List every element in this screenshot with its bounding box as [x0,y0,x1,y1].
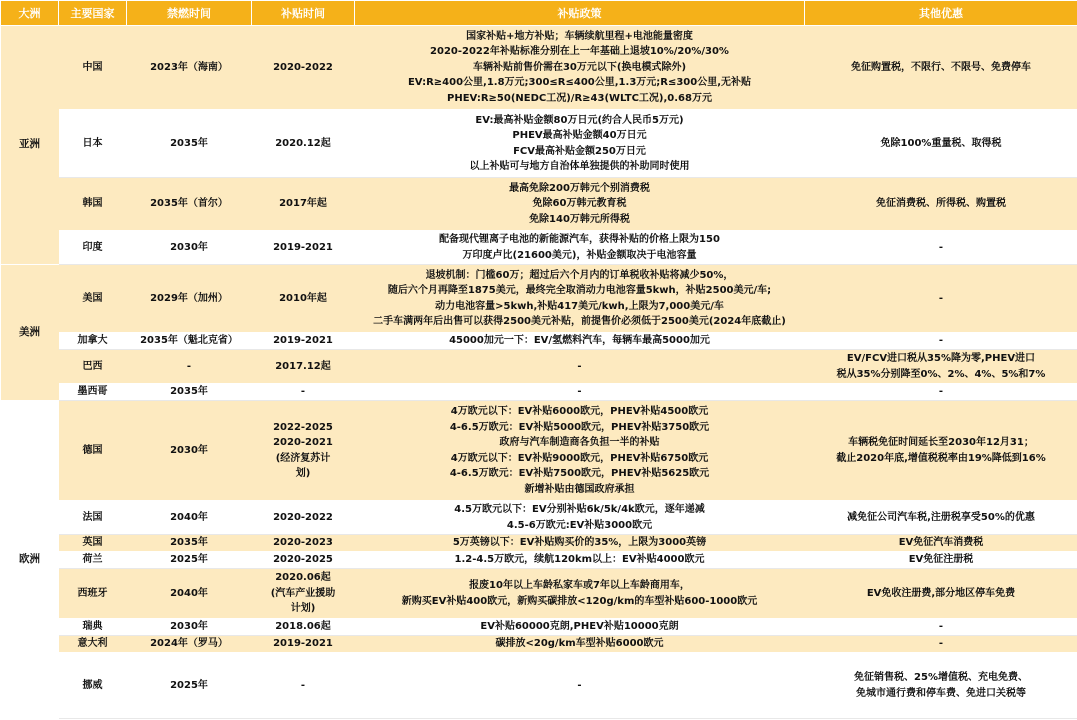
table-row [1,231,1077,265]
ban-time-cell: 2029年（加州） [127,265,252,333]
subsidy-time-cell: 2010年起 [252,265,355,333]
subsidy-time-cell: - [252,384,355,401]
subsidy-time-cell: 2020-2022 [252,501,355,535]
continent-cell: 美洲 [1,265,59,401]
table-row [1,552,1077,569]
other-benefits-cell: - [805,231,1077,265]
other-benefits-cell: 车辆税免征时间延长至2030年12月31； 截止2020年底,增值税税率由19%降低到16% [805,401,1077,501]
header-continent: 大洲 [1,1,59,26]
header-other-benefits: 其他优惠 [805,1,1077,26]
header-ban-time: 禁燃时间 [127,1,252,26]
subsidy-time-cell: 2020.12起 [252,110,355,178]
table-row [1,569,1077,619]
subsidy-time-cell: 2020-2025 [252,552,355,569]
subsidy-time-cell: 2019-2021 [252,231,355,265]
ban-time-cell: 2030年 [127,231,252,265]
ban-time-cell: 2035年 [127,535,252,552]
subsidy-policy-cell: EV补贴60000克朗,PHEV补贴10000克朗 [355,619,805,636]
subsidy-policy-cell: 配备现代锂离子电池的新能源汽车，获得补贴的价格上限为150 万印度卢比(21600美元)，补贴金额取决于电池容量 [355,231,805,265]
country-cell: 挪威 [59,653,127,719]
table-row [1,333,1077,350]
other-benefits-cell: EV/FCV进口税从35%降为零,PHEV进口 税从35%分别降至0%、2%、4%、5%和7% [805,350,1077,384]
continent-cell: 亚洲 [1,26,59,265]
ban-time-cell: - [127,350,252,384]
subsidy-policy-cell: 4.5万欧元以下：EV分别补贴6k/5k/4k欧元，逐年递减 4.5-6万欧元:EV补贴3000欧元 [355,501,805,535]
table-row [1,636,1077,653]
subsidy-policy-cell: 国家补贴+地方补贴；车辆续航里程+电池能量密度 2020-2022年补贴标准分别在上一年基础上退坡10%/20%/30% 车辆补贴前售价需在30万元以下(换电模式除外) EV:R≥400公里,1.8万元;300≤R≤400公里,1.3万元;R≤300公里,无补贴 PHEV:R≥50(NEDC工况)/R≥43(WLTC工况),0.68万元 [355,26,805,110]
subsidy-policy-cell: 1.2-4.5万欧元，续航120km以上：EV补贴4000欧元 [355,552,805,569]
subsidy-policy-cell: 报废10年以上车龄私家车或7年以上车龄商用车， 新购买EV补贴400欧元，新购买碳排放<120g/km的车型补贴600-1000欧元 [355,569,805,619]
table-row [1,265,1077,333]
subsidy-policy-cell: 退坡机制：门槛60万；超过后六个月内的订单税收补贴将减少50%， 随后六个月再降至1875美元，最终完全取消动力电池容量5kwh，补贴2500美元/车; 动力电池容量>5kwh,补贴417美元/kwh,上限为7,000美元/车 二手车满两年后出售可以获得2500美元补贴，前提售价必须低于2500美元(2024年底截止) [355,265,805,333]
country-cell: 韩国 [59,178,127,231]
other-benefits-cell: - [805,384,1077,401]
country-cell: 意大利 [59,636,127,653]
ban-time-cell: 2035年（首尔） [127,178,252,231]
table-row [1,350,1077,384]
ban-time-cell: 2035年（魁北克省） [127,333,252,350]
country-cell: 西班牙 [59,569,127,619]
subsidy-policy-cell: EV:最高补贴金额80万日元(约合人民币5万元) PHEV最高补贴金额40万日元 FCV最高补贴金额250万日元 以上补贴可与地方自治体单独提供的补助同时使用 [355,110,805,178]
other-benefits-cell: 免征消费税、所得税、购置税 [805,178,1077,231]
subsidy-policy-cell: 碳排放<20g/km车型补贴6000欧元 [355,636,805,653]
other-benefits-cell: - [805,265,1077,333]
subsidy-time-cell: - [252,653,355,719]
table-row [1,401,1077,501]
other-benefits-cell: EV免征汽车消费税 [805,535,1077,552]
table-row [1,501,1077,535]
country-cell: 美国 [59,265,127,333]
country-cell: 墨西哥 [59,384,127,401]
subsidy-time-cell: 2020.06起 (汽车产业援助 计划) [252,569,355,619]
subsidy-time-cell: 2019-2021 [252,333,355,350]
subsidy-policy-cell: 5万英镑以下：EV补贴购买价的35%，上限为3000英镑 [355,535,805,552]
subsidy-time-cell: 2018.06起 [252,619,355,636]
subsidy-policy-cell: 45000加元一下：EV/氢燃料汽车，每辆车最高5000加元 [355,333,805,350]
table-body [1,26,1077,719]
country-cell: 日本 [59,110,127,178]
other-benefits-cell: 免征购置税，不限行、不限号、免费停车 [805,26,1077,110]
header-subsidy-time: 补贴时间 [252,1,355,26]
ban-time-cell: 2030年 [127,619,252,636]
country-cell: 印度 [59,231,127,265]
subsidy-time-cell: 2017年起 [252,178,355,231]
country-cell: 瑞典 [59,619,127,636]
ban-time-cell: 2035年 [127,384,252,401]
subsidy-policy-cell: 4万欧元以下：EV补贴6000欧元，PHEV补贴4500欧元 4-6.5万欧元：EV补贴5000欧元，PHEV补贴3750欧元 政府与汽车制造商各负担一半的补贴 4万欧元以下：EV补贴9000欧元，PHEV补贴6750欧元 4-6.5万欧元：EV补贴7500欧元，PHEV补贴5625欧元 新增补贴由德国政府承担 [355,401,805,501]
other-benefits-cell: 免除100%重量税、取得税 [805,110,1077,178]
other-benefits-cell: EV免征注册税 [805,552,1077,569]
subsidy-time-cell: 2022-2025 2020-2021 (经济复苏计 划) [252,401,355,501]
continent-cell: 欧洲 [1,401,59,719]
table-row [1,26,1077,110]
other-benefits-cell: EV免收注册费,部分地区停车免费 [805,569,1077,619]
subsidy-policy-cell: - [355,350,805,384]
subsidy-policy-cell: - [355,653,805,719]
header-subsidy-policy: 补贴政策 [355,1,805,26]
table-row [1,178,1077,231]
table-row [1,653,1077,719]
country-cell: 荷兰 [59,552,127,569]
table-row [1,535,1077,552]
header-row [1,1,1077,26]
country-cell: 加拿大 [59,333,127,350]
country-cell: 德国 [59,401,127,501]
country-cell: 巴西 [59,350,127,384]
ban-time-cell: 2040年 [127,569,252,619]
other-benefits-cell: 免征销售税、25%增值税、充电免费、 免城市通行费和停车费、免进口关税等 [805,653,1077,719]
other-benefits-cell: - [805,619,1077,636]
table-row [1,384,1077,401]
subsidy-policy-cell: 最高免除200万韩元个别消费税 免除60万韩元教育税 免除140万韩元所得税 [355,178,805,231]
country-cell: 英国 [59,535,127,552]
other-benefits-cell: 减免征公司汽车税,注册税享受50%的优惠 [805,501,1077,535]
other-benefits-cell: - [805,333,1077,350]
header-country: 主要国家 [59,1,127,26]
table-row [1,619,1077,636]
subsidy-time-cell: 2019-2021 [252,636,355,653]
subsidy-policy-cell: - [355,384,805,401]
ban-time-cell: 2024年（罗马） [127,636,252,653]
subsidy-time-cell: 2020-2023 [252,535,355,552]
other-benefits-cell: - [805,636,1077,653]
ban-time-cell: 2035年 [127,110,252,178]
ban-time-cell: 2023年（海南） [127,26,252,110]
table-row [1,110,1077,178]
ban-time-cell: 2030年 [127,401,252,501]
ban-time-cell: 2025年 [127,552,252,569]
subsidy-time-cell: 2020-2022 [252,26,355,110]
country-cell: 中国 [59,26,127,110]
ban-time-cell: 2040年 [127,501,252,535]
ban-time-cell: 2025年 [127,653,252,719]
subsidy-time-cell: 2017.12起 [252,350,355,384]
country-cell: 法国 [59,501,127,535]
